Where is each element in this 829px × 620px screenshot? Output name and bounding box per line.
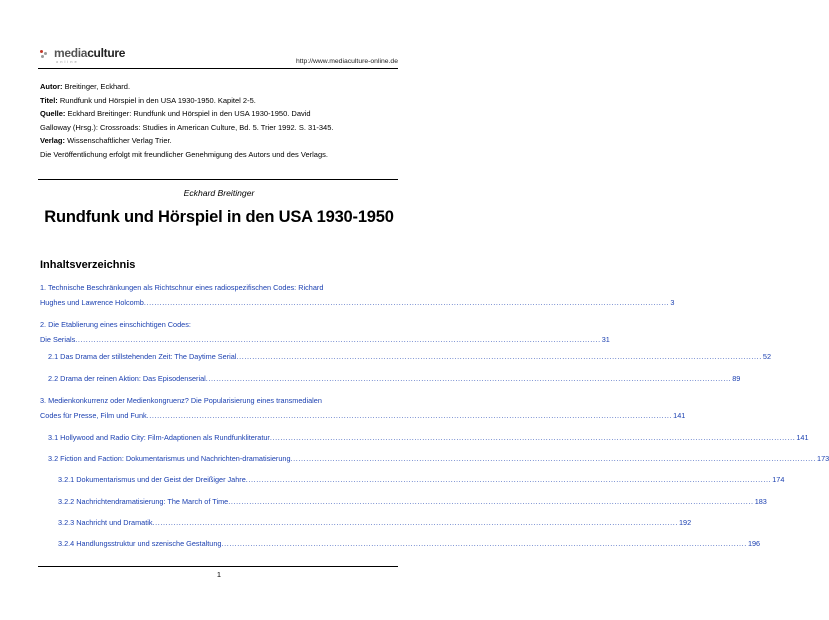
toc-leader-dots: ........................................................................................................................................................................................................ <box>221 539 747 548</box>
toc-entry-line <box>58 494 767 509</box>
toc-leader-dots: ........................................................................................................................................................................................................ <box>152 518 678 527</box>
document-title: Rundfunk und Hörspiel in den USA 1930-1950 <box>44 208 394 226</box>
toc-entry-text: 3.1 Hollywood and Radio City: Film-Adaptionen als Rundfunkliteratur <box>48 433 270 442</box>
page-number: 1 <box>216 570 222 579</box>
meta-author: Autor: Breitinger, Eckhard. <box>40 82 131 91</box>
toc-entry[interactable] <box>58 472 785 487</box>
toc-entry-text: 3.2 Fiction and Faction: Dokumentarismus und Nachrichten-dramatisierung <box>48 454 291 463</box>
toc-entry[interactable] <box>58 536 761 551</box>
toc-entry-text: 1. Technische Beschränkungen als Richtschnur eines radiospezifischen Codes: Richard <box>40 283 324 292</box>
toc-entry-line <box>40 408 686 423</box>
toc-entry-text: 3. Medienkonkurrenz oder Medienkongruenz? Die Popularisierung eines transmedialen <box>40 396 322 405</box>
footer-divider <box>38 566 398 567</box>
toc-entry[interactable] <box>40 393 686 423</box>
toc-leader-dots: ........................................................................................................................................................................................................ <box>146 411 673 420</box>
document-author: Eckhard Breitinger <box>183 188 255 198</box>
toc-leader-dots: ........................................................................................................................................................................................................ <box>228 497 754 506</box>
toc-page-number: 141 <box>796 433 809 442</box>
toc-entry[interactable] <box>48 371 741 386</box>
header-divider <box>38 68 398 69</box>
toc-leader-dots: ........................................................................................................................................................................................................ <box>269 433 796 442</box>
mediaculture-logo <box>40 46 160 66</box>
logo-subtitle: online <box>56 59 79 64</box>
meta-source: Quelle: Eckhard Breitinger: Rundfunk und Hörspiel in den USA 1930-1950. David <box>40 109 311 119</box>
toc-leader-dots: ........................................................................................................................................................................................................ <box>245 475 772 484</box>
toc-leader-dots: ........................................................................................................................................................................................................ <box>143 298 670 307</box>
toc-entry[interactable] <box>40 317 610 347</box>
site-url-link[interactable]: http://www.mediaculture-online.de <box>295 58 398 65</box>
toc-entry-line <box>58 472 785 487</box>
meta-divider <box>38 179 398 180</box>
toc-entry[interactable] <box>48 349 772 364</box>
toc-page-number: 31 <box>601 335 610 344</box>
toc-entry-text: 2.1 Das Drama der stillstehenden Zeit: The Daytime Serial <box>48 352 237 361</box>
meta-source-cont: Galloway (Hrsg.): Crossroads: Studies in American Culture, Bd. 5. Trier 1992. S. 31-345. <box>40 122 334 132</box>
toc-page-number: 141 <box>673 411 686 420</box>
logo-wordmark: mediaculture <box>54 46 126 60</box>
toc-entry[interactable] <box>58 494 767 509</box>
logo-dots-icon <box>40 50 50 60</box>
toc-entry-text: Codes für Presse, Film und Funk <box>40 411 147 420</box>
toc-leader-dots: ........................................................................................................................................................................................................ <box>75 335 601 344</box>
bibliographic-info <box>40 80 400 162</box>
toc-entry-line <box>48 371 741 386</box>
toc-entry-line <box>48 451 829 466</box>
meta-title: Titel: Rundfunk und Hörspiel in den USA 1930-1950. Kapitel 2-5. <box>40 95 256 105</box>
toc-entry-text: Hughes und Lawrence Holcomb <box>40 298 144 307</box>
toc-page-number: 89 <box>732 374 741 383</box>
toc-entry-line <box>40 295 675 310</box>
toc-page-number: 196 <box>747 539 761 548</box>
toc-page-number: 174 <box>772 475 785 484</box>
toc-entry[interactable] <box>48 430 809 445</box>
toc-entry-text: 3.2.1 Dokumentarismus und der Geist der Dreißiger Jahre <box>58 475 246 484</box>
toc-entry-text: 2. Die Etablierung eines einschichtigen Codes: <box>40 320 191 329</box>
toc-heading: Inhaltsverzeichnis <box>40 259 136 271</box>
toc-page-number: 183 <box>754 497 767 506</box>
toc-entry-text: 3.2.3 Nachricht und Dramatik <box>58 518 153 527</box>
toc-entry-line <box>58 536 761 551</box>
toc-entry[interactable] <box>58 515 692 530</box>
toc-entry-text: 3.2.2 Nachrichtendramatisierung: The March of Time <box>58 497 229 506</box>
toc-entry-text: 3.2.4 Handlungsstruktur und szenische Gestaltung <box>58 539 222 548</box>
toc-entry-line <box>40 332 610 347</box>
toc-page-number: 173 <box>817 454 829 463</box>
toc-page-number: 52 <box>762 352 772 361</box>
toc-entry[interactable] <box>48 451 829 466</box>
toc-page-number: 3 <box>670 298 675 307</box>
toc-entry-text: Die Serials <box>40 335 76 344</box>
toc-entry-line <box>58 515 692 530</box>
toc-leader-dots: ........................................................................................................................................................................................................ <box>236 352 762 361</box>
toc-leader-dots: ........................................................................................................................................................................................................ <box>205 374 732 383</box>
toc-leader-dots: ........................................................................................................................................................................................................ <box>290 454 817 463</box>
toc-page-number: 192 <box>678 518 692 527</box>
meta-permission: Die Veröffentlichung erfolgt mit freundlicher Genehmigung des Autors und des Verlags. <box>40 149 328 159</box>
toc-entry-line <box>48 349 772 364</box>
toc-entry[interactable] <box>40 280 675 310</box>
meta-publisher: Verlag: Wissenschaftlicher Verlag Trier. <box>40 136 172 146</box>
toc-entry-text: 2.2 Drama der reinen Aktion: Das Episodenserial <box>48 374 206 383</box>
toc-entry-line <box>48 430 809 445</box>
